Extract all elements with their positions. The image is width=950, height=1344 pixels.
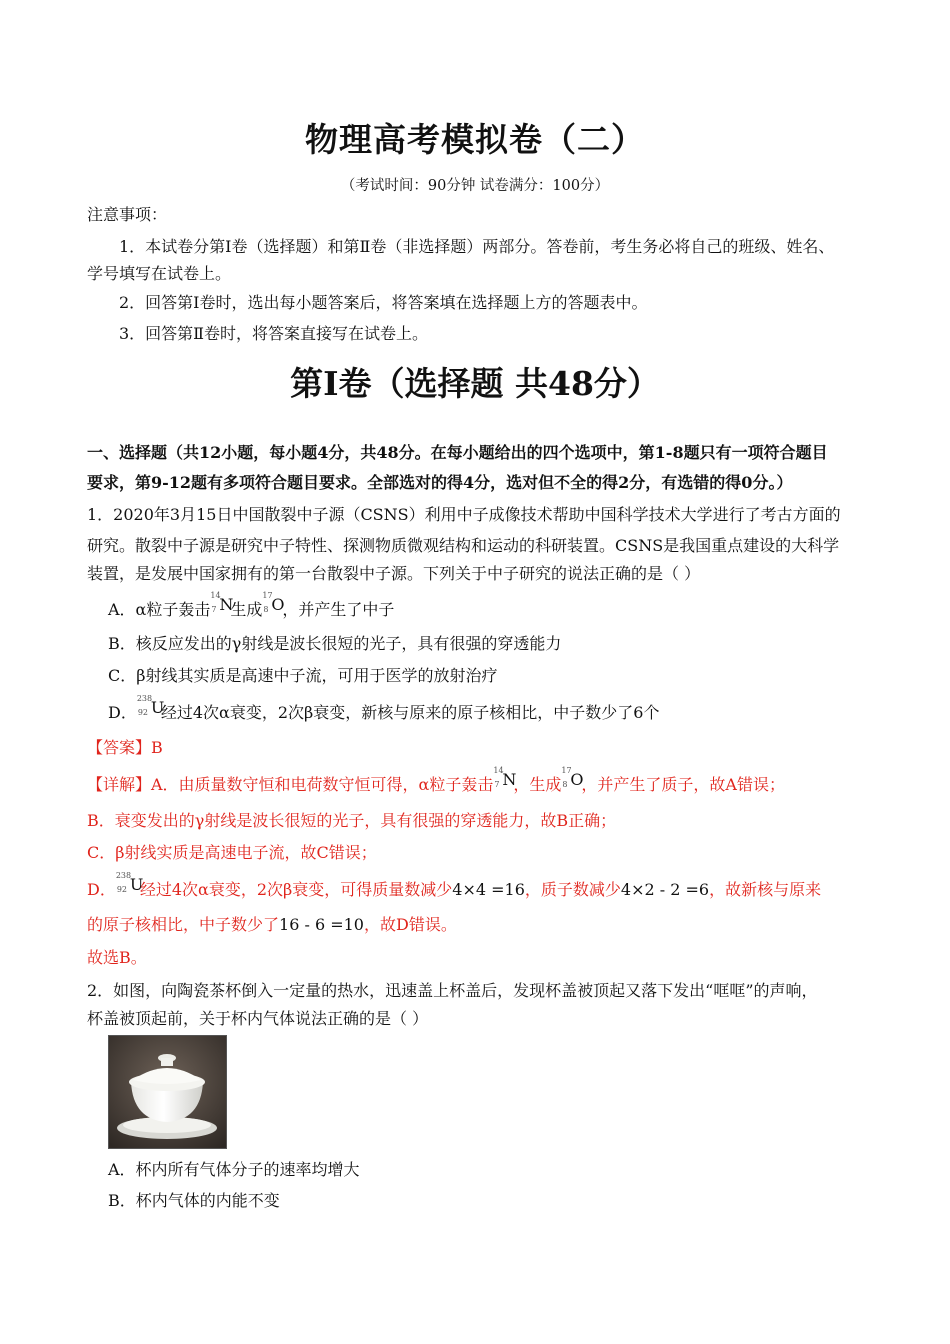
q1-option-a[interactable]: A．α粒子轰击 14 7 N 生成 17 8 O ，并产生了中子 (108, 591, 395, 619)
q1-conclusion: 故选B。 (87, 948, 147, 967)
q2-stem-2: 杯盖被顶起前，关于杯内气体说法正确的是（ ） (87, 1009, 429, 1028)
q1-option-c[interactable]: C．β射线其实质是高速中子流，可用于医学的放射治疗 (108, 666, 498, 685)
q1-stem-3: 装置，是发展中国家拥有的第一台散裂中子源。下列关于中子研究的说法正确的是（ ） (87, 564, 701, 583)
nitrogen-isotope: 14 7 N (493, 766, 517, 789)
q1-option-b[interactable]: B．核反应发出的γ射线是波长很短的光子，具有很强的穿透能力 (108, 634, 562, 653)
q2-stem: 2．如图，向陶瓷茶杯倒入一定量的热水，迅速盖上杯盖后，发现杯盖被顶起又落下发出“哐哐”的声响， (87, 981, 818, 1000)
page-title: 物理高考模拟卷（二） (305, 120, 645, 159)
q1-answer: 【答案】B (87, 738, 163, 757)
nitrogen-isotope: 14 7 N (210, 591, 234, 614)
q1-explanation-a: 【详解】A．由质量数守恒和电荷数守恒可得，α粒子轰击 14 7 N ，生成 17 8 O ，并产生了质子，故A错误； (87, 766, 785, 794)
q1-explanation-c: C．β射线实质是高速电子流，故C错误； (87, 843, 377, 862)
notes-heading: 注意事项： (87, 205, 168, 224)
q1-explanation-b: B．衰变发出的γ射线是波长很短的光子，具有很强的穿透能力，故B正确； (87, 811, 617, 830)
q1-stem-2: 研究。散裂中子源是研究中子特性、探测物质微观结构和运动的科研装置。CSNS是我国重点建设的大科学 (87, 536, 840, 555)
section-instructions: 一、选择题（共12小题，每小题4分，共48分。在每小题给出的四个选项中，第1-8题只有一项符合题目 (87, 443, 828, 462)
oxygen-isotope: 17 8 O (262, 591, 285, 614)
note-1-cont: 学号填写在试卷上。 (87, 264, 232, 283)
oxygen-isotope: 17 8 O (561, 766, 584, 789)
exam-info: （考试时间：90分钟 试卷满分：100分） (340, 178, 610, 194)
section-instructions-cont: 要求，第9-12题有多项符合题目要求。全部选对的得4分，选对但不全的得2分，有选错的得0分。） (87, 473, 793, 492)
teacup-photo (108, 1035, 227, 1149)
note-1: 1．本试卷分第Ⅰ卷（选择题）和第Ⅱ卷（非选择题）两部分。答卷前，考生务必将自己的班级、姓名、 (119, 237, 835, 256)
note-2: 2．回答第Ⅰ卷时，选出每小题答案后，将答案填在选择题上方的答题表中。 (119, 293, 648, 312)
q1-explanation-d: D． 238 92 U 经过4次α衰变，2次β衰变，可得质量数减少4×4 =16，质子数减少4×2 - 2 =6，故新核与原来 (87, 871, 822, 899)
q1-option-d[interactable]: D． 238 92 U 经过4次α衰变，2次β衰变，新核与原来的原子核相比，中子数少了6个 (108, 694, 660, 722)
q1-stem: 1．2020年3月15日中国散裂中子源（CSNS）利用中子成像技术帮助中国科学技术大学进行了考古方面的 (87, 505, 841, 524)
q2-option-b[interactable]: B．杯内气体的内能不变 (108, 1191, 280, 1210)
section-title: 第Ⅰ卷（选择题 共48分） (290, 364, 660, 403)
uranium-isotope: 238 92 U (136, 694, 165, 717)
note-3: 3．回答第Ⅱ卷时，将答案直接写在试卷上。 (119, 324, 429, 343)
q1-explanation-d-cont: 的原子核相比，中子数少了16 - 6 =10，故D错误。 (87, 915, 457, 934)
uranium-isotope: 238 92 U (115, 871, 144, 894)
q2-option-a[interactable]: A．杯内所有气体分子的速率均增大 (108, 1160, 360, 1179)
